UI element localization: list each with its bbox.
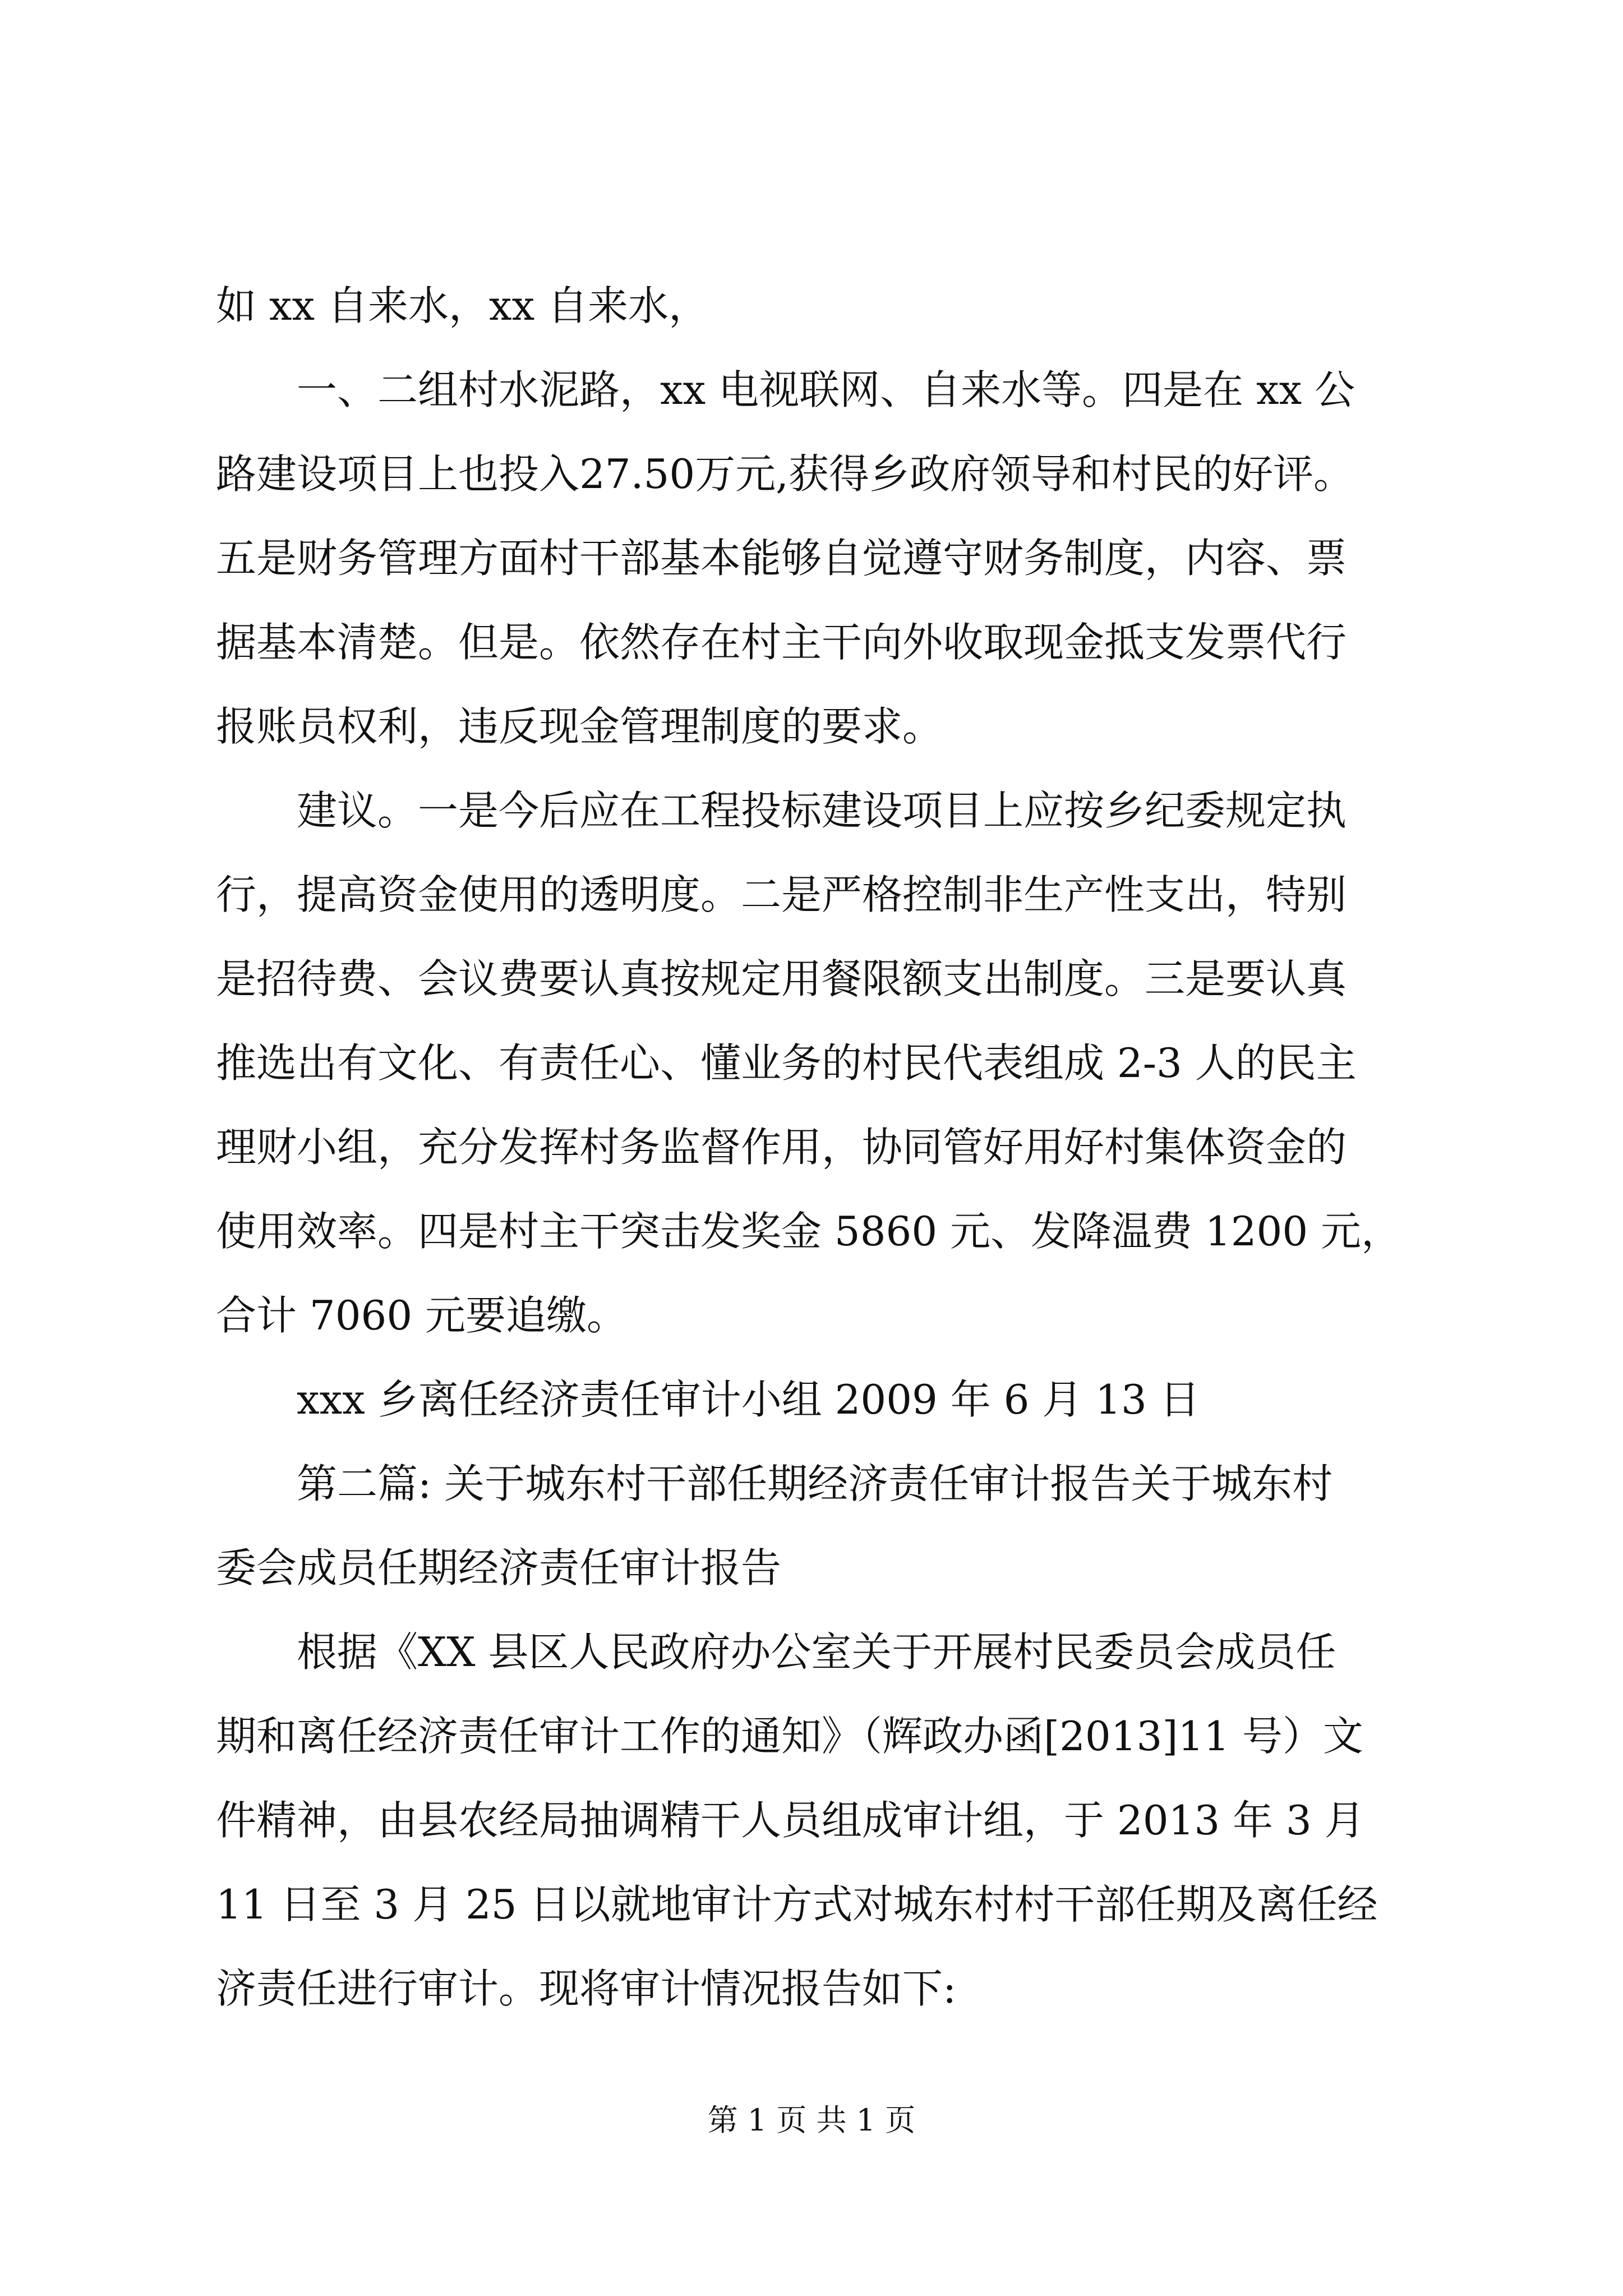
section-heading xyxy=(216,1442,1422,1610)
paragraph-6 xyxy=(216,1610,1422,2031)
text-line: 第二篇: 关于城东村干部任期经济责任审计报告关于城东村 xyxy=(297,1460,1333,1507)
text-line: 根据《XX 县区人民政府办公室关于开展村民委员会成员任 xyxy=(297,1628,1336,1676)
text-line: 期和离任经济责任审计工作的通知》（辉政办函[2013]11 号）文 xyxy=(216,1713,1363,1760)
document-body xyxy=(216,264,1422,2031)
text-line: 行，提高资金使用的透明度。二是严格控制非生产性支出，特别 xyxy=(216,871,1347,918)
text-line: 件精神，由县农经局抽调精干人员组成审计组，于 2013 年 3 月 xyxy=(216,1797,1365,1844)
text-line: 五是财务管理方面村干部基本能够自觉遵守财务制度，内容、票 xyxy=(216,535,1347,582)
text-line: 一、二组村水泥路，xx 电视联网、自来水等。四是在 xx 公 xyxy=(297,366,1355,413)
text-line: 推选出有文化、有责任心、懂业务的村民代表组成 2-3 人的民主 xyxy=(216,1039,1357,1087)
text-line: 据基本清楚。但是。依然存在村主干向外收取现金抵支发票代行 xyxy=(216,619,1347,666)
text-line: 是招待费、会议费要认真按规定用餐限额支出制度。三是要认真 xyxy=(216,955,1347,1002)
text-line: 路建设项目上也投入27.50万元,获得乡政府领导和村民的好评。 xyxy=(216,450,1354,498)
paragraph-3 xyxy=(216,769,1422,1358)
signature-line xyxy=(216,1358,1422,1442)
page-footer: 第 1 页 共 1 页 xyxy=(707,2102,916,2138)
paragraph-1 xyxy=(216,264,1422,348)
text-line: 11 日至 3 月 25 日以就地审计方式对城东村村干部任期及离任经 xyxy=(216,1881,1378,1928)
text-line: 使用效率。四是村主干突击发奖金 5860 元、发降温费 1200 元， xyxy=(216,1208,1402,1255)
text-line: 委会成员任期经济责任审计报告 xyxy=(216,1544,782,1591)
text-line: 济责任进行审计。现将审计情况报告如下: xyxy=(216,1965,957,2012)
text-line: xxx 乡离任经济责任审计小组 2009 年 6 月 13 日 xyxy=(297,1376,1200,1423)
paragraph-2 xyxy=(216,348,1422,769)
text-line: 理财小组，充分发挥村务监督作用，协同管好用好村集体资金的 xyxy=(216,1124,1347,1171)
text-line: 建议。一是今后应在工程投标建设项目上应按乡纪委规定执 xyxy=(297,787,1347,834)
text-line: 合计 7060 元要追缴。 xyxy=(216,1292,628,1339)
text-line: 如 xx 自来水，xx 自来水， xyxy=(216,282,709,329)
text-line: 报账员权利，违反现金管理制度的要求。 xyxy=(216,703,943,750)
